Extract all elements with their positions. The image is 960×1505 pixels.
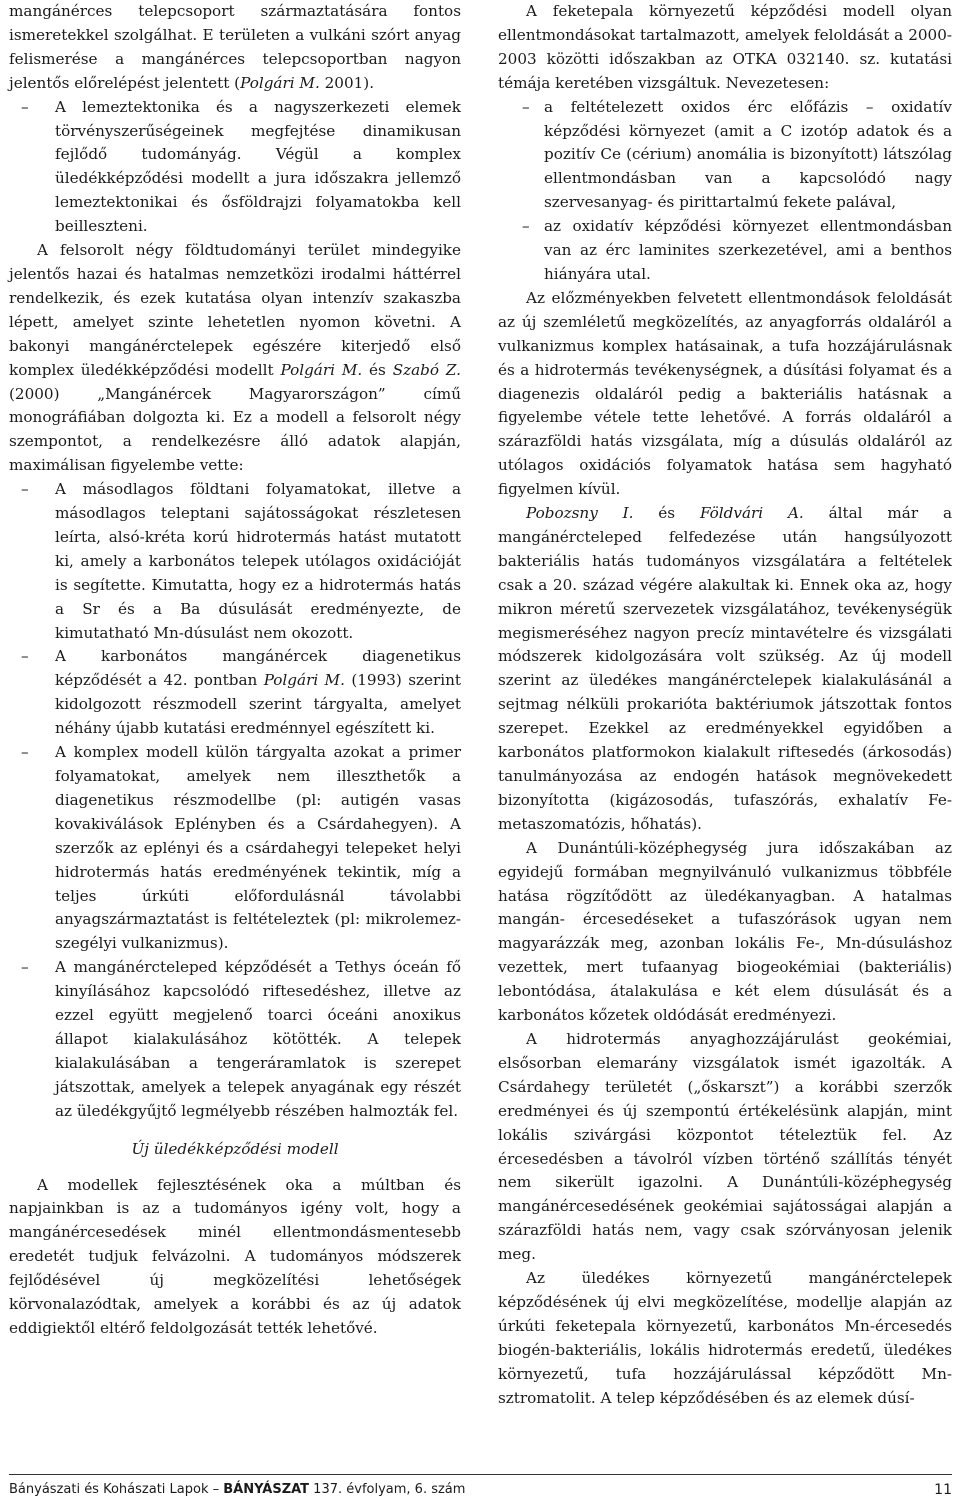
citation: Szabó Z. — [392, 360, 461, 379]
paragraph: A felsorolt négy földtudományi terület mindegyike jelentős hazai és hatalmas nemzetközi irodalmi háttérrel rendelkezik, és ezek kutatása olyan intenzív szakaszba lépett, amelyet szinte lehetetlen nyomon követni. A bakonyi mangánérctelepek egészére kiterjedő első komplex üledékképződési modellt Polgári M. és Szabó Z. (2000) „Mangánércek Magyarországon” című monográfiában dolgozta ki. Ez a modell a felsorolt négy szempontot, a rendelkezésre álló adatok alapján, maximálisan figyelembe vette: — [9, 241, 461, 475]
dash-marker: – — [522, 217, 530, 236]
dash-marker: – — [21, 743, 29, 762]
citation: Polgári M. — [263, 671, 345, 690]
citation: Földvári A. — [699, 504, 804, 523]
left-column — [9, 0, 461, 1341]
paragraph: A modellek fejlesztésének oka a múltban és napjainkban is az a tudományos igény volt, hogy a mangánércesedések minél ellentmondásmentesebb eredetét tudjuk felvázolni. A tudományos módszerek fejlődésével új megközelítési lehetőségek körvonalazódtak, amelyek a korábbi és az új adatok eddigiektől eltérő feldolgozását tették lehetővé. — [9, 1175, 461, 1337]
paragraph: A feketepala környezetű képződési modell olyan ellentmondásokat tartalmazott, amelyek feloldását a 2000-2003 közötti időszakban az OTKA 032140. sz. kutatási témája keretében vizsgáltuk. Nevezetesen: — [498, 2, 952, 92]
dash-marker: – — [21, 97, 29, 116]
paragraph: Az üledékes környezetű mangánérctelepek képződésének új elvi megközelítése, modellje alapján az úrkúti feketepala környezetű, karbonátos Mn-ércesedés biogén-bakteriális, lokális hidrotermás eredetű, üledékes környezetű, tufa hozzájárulással képződött Mn-sztromatolit. A telep képződésében és az elemek dúsí- — [498, 1269, 952, 1407]
journal-name: BÁNYÁSZAT — [223, 1482, 310, 1497]
right-column — [498, 0, 952, 1410]
paragraph: mangánérces telepcsoport származtatására fontos ismeretekkel szolgálhat. E területen a vulkáni szórt anyag felismerése a mangánérces telepcsoportban nagyon jelentős előrelépést jelentett (Polgári M. 2001). — [9, 2, 461, 92]
dash-item: – A komplex modell külön tárgyalta azokat a primer folyamatokat, amelyek nem illeszthetők a diagenetikus részmodellbe (pl: autigén vasas kovakiválások Eplényben és a Csárdahegyen). A szerzők az eplényi és a csárdahegyi telepeket helyi hidrotermás hatás eredményének tekintik, míg a teljes úrkúti előfordulásnál távolabbi anyagszármaztatást is feltételeztek (pl: mikrolemez-szegélyi vulkanizmus). — [21, 743, 461, 953]
page-footer — [9, 1474, 952, 1503]
dash-item: – A másodlagos földtani folyamatokat, illetve a másodlagos teleptani sajátosságokat részletesen leírta, alsó-kréta korú hidrotermás hatást mutatott ki, amely a karbonátos telepek utólagos oxidációját is segítette. Kimutatta, hogy ez a hidrotermás hatás a Sr és a Ba dúsulását eredményezte, de kimutatható Mn-dúsulást nem okozott. — [21, 480, 461, 642]
dash-marker: – — [21, 647, 29, 666]
citation: Pobozsny I. — [526, 504, 634, 523]
dash-marker: – — [21, 958, 29, 977]
paragraph: Pobozsny I. és Földvári A. által már a mangánércteleped felfedezése után hangsúlyozott bakteriális hatás tudományos vizsgálatára a feltételek csak a 20. század végére alakultak ki. Ennek oka az, hogy mikron méretű szervezetek vizsgálatához, tevékenységük megismeréséhez nagyon precíz mintavételre és vizsgálati módszerek kidolgozására volt szükség. Az új modell szerint az üledékes mangánérctelepek kialakulásánál a sejtmag nélküli prokarióta baktériumok játszottak fontos szerepet. Ezekkel az eredményekkel egyidőben a karbonátos platformokon kialakult riftesedés (árkosodás) tanulmányozása az endogén hatások megnövekedett bizonyította (kigázosodás, tufaszórás, exhalatív Fe-metaszomatózis, hőhatás). — [498, 504, 953, 833]
dash-marker: – — [522, 97, 530, 116]
dash-item: – A mangánércteleped képződését a Tethys óceán fő kinyílásához kapcsolódó riftesedéshez, illetve az ezzel együtt megjelenő toarci óceáni anoxikus állapot kialakulásához kötötték. A telepek kialakulásában a tengeráramlatok is szerepet játszottak, amelyek a telepek anyagának egy részét az üledékgyűjtő legmélyebb részében halmozták fel. — [21, 958, 461, 1120]
section-heading: Új üledékképződési modell — [131, 1139, 339, 1158]
dash-item: – az oxidatív képződési környezet ellentmondásban van az érc laminites szerkezetével, ami a benthos hiányára utal. — [522, 217, 952, 283]
dash-marker: – — [21, 480, 29, 499]
paragraph: A hidrotermás anyaghozzájárulást geokémiai, elsősorban elemarány vizsgálatok ismét igazolták. A Csárdahegy területét („őskarszt”) a korábbi szerzők eredményei és új szempontú értékelésünk alapján, mint lokális szivárgási központot tételeztük fel. Az ércesedésben a távolról vízben történő szállítás tényét nem sikerült igazolni. A Dunántúli-középhegység mangánércesedésének geokémiai sajátosságai alapján a szárazföldi hatás nem, vagy csak szórványosan jelenik meg. — [498, 1029, 952, 1264]
paragraph: A Dunántúli-középhegység jura időszakában az egyidejű formában megnyilvánuló vulkanizmus többféle hatása rögzítődött az üledékanyagban. A hatalmas mangán- ércesedéseket a tufaszórások ugyan nem magyarázzák meg, azonban lokális Fe-, Mn-dúsuláshoz vezettek, mert tufaanyag biogeokémiai (bakteriális) lebontódása, átalakulása e két elem dúsulását és a karbonátos kőzetek oldódását eredményezi. — [498, 838, 952, 1025]
dash-item: – a feltételezett oxidos érc előfázis – oxidatív képződési környezet (amit a C izotóp adatok és a pozitív Ce (cérium) anomália is bizonyított) látszólag ellentmondásban van a kapcsolódó nagy szervesanyag- és pirittartalmú fekete palával, — [522, 97, 952, 212]
dash-item: – A lemeztektonika és a nagyszerkezeti elemek törvényszerűségeinek megfejtése dinamikusan fejlődő tudományág. Végül a komplex üledékképződési modellt a jura időszakra jellemző lemeztektonikai és ősföldrajzi folyamatokba kell beilleszteni. — [21, 97, 461, 236]
citation: Polgári M. — [240, 73, 320, 92]
dash-item: – A karbonátos mangánércek diagenetikus képződését a 42. pontban Polgári M. (1993) szerint kidolgozott részmodell szerint tárgyalta, amelyet néhány újabb kutatási eredménnyel egészített ki. — [21, 647, 461, 738]
paragraph: Az előzményekben felvetett ellentmondások feloldását az új szemléletű megközelítés, az anyagforrás oldaláról a vulkanizmus komplex hatásainak, a tufa hozzájárulásnak és a hidrotermás tevékenységnek, a dúsítási folyamat és a diagenezis oldaláról pedig a bakteriális hatásnak a figyelembe vétele tette lehetővé. A forrás oldaláról a szárazföldi hatás vizsgálata, míg a dúsulás oldaláról az utólagos oxidációs folyamatok hatása sem hagyható figyelmen kívül. — [498, 288, 952, 499]
journal-reference: Bányászati és Kohászati Lapok – BÁNYÁSZAT 137. évfolyam, 6. szám — [9, 1482, 466, 1497]
citation: Polgári M. — [280, 360, 363, 379]
page-number: 11 — [934, 1482, 952, 1498]
